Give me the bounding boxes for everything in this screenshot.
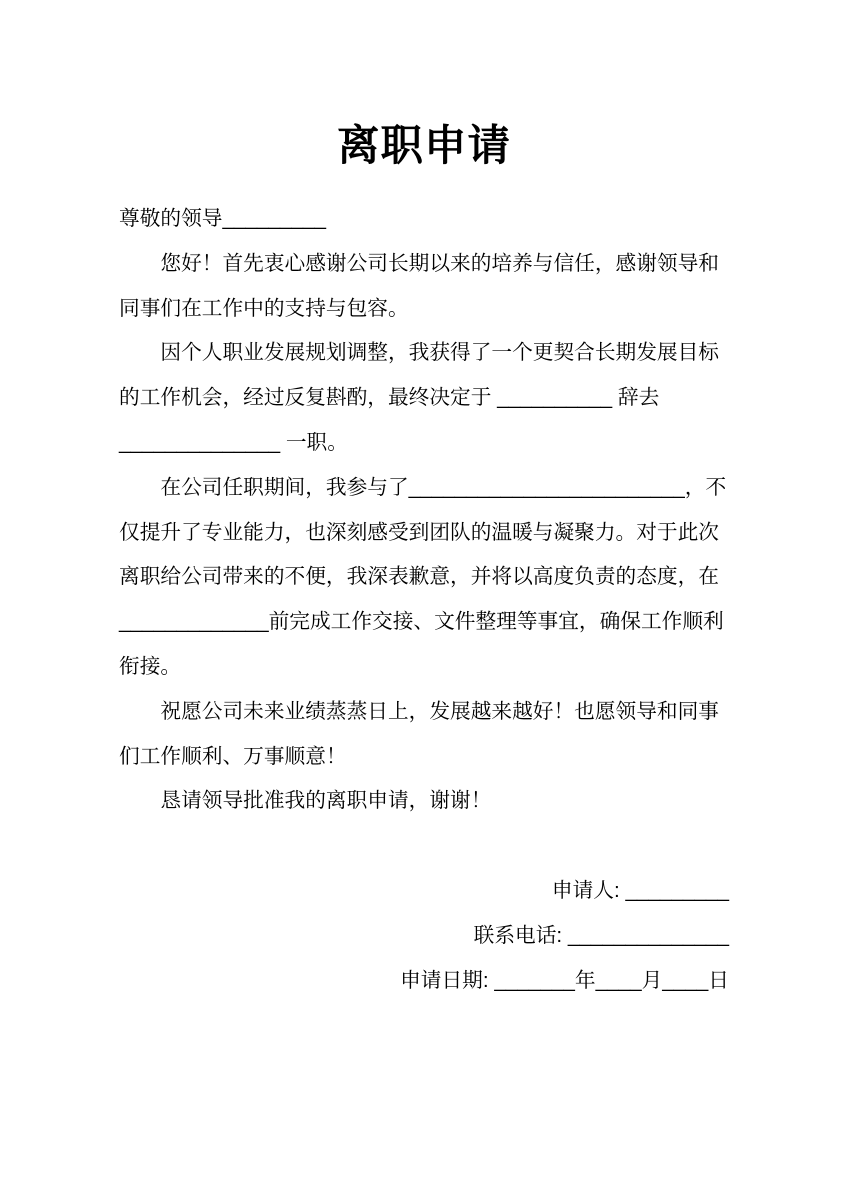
document-title: 离职申请: [336, 123, 511, 170]
greeting-line: 尊敬的领导_________: [119, 207, 326, 230]
document-body: [119, 197, 729, 824]
body-paragraph-wishes: 祝愿公司未来业绩蒸蒸日上，发展越来越好！也愿领导和同事们工作顺利、万事顺意！: [119, 699, 719, 768]
body-paragraph-reason: 因个人职业发展规划调整，我获得了一个更契合长期发展目标的工作机会，经过反复斟酌，最终决定于 __________ 辞去 ______________ 一职。: [119, 341, 719, 454]
signature-block: [119, 869, 729, 1003]
signature-applicant-line: 申请人: _________: [551, 879, 729, 903]
signature-phone-line: 联系电话: ______________: [473, 923, 729, 947]
document-content: [0, 117, 848, 1004]
signature-date-line: 申请日期: _______年____月____日: [400, 968, 729, 992]
body-paragraph-thanks: 您好！首先衷心感谢公司长期以来的培养与信任，感谢领导和同事们在工作中的支持与包容。: [119, 251, 719, 320]
body-paragraph-request: 恳请领导批准我的离职申请，谢谢！: [160, 789, 492, 813]
body-paragraph-handover: 在公司任职期间，我参与了________________________，不仅提升了专业能力，也深刻感受到团队的温暖与凝聚力。对于此次离职给公司带来的不便，我深表歉意，并将以高度负责的态度，在_____________前完成工作交接、文件整理等事宜，确保工作顺利衔接。: [119, 475, 727, 678]
